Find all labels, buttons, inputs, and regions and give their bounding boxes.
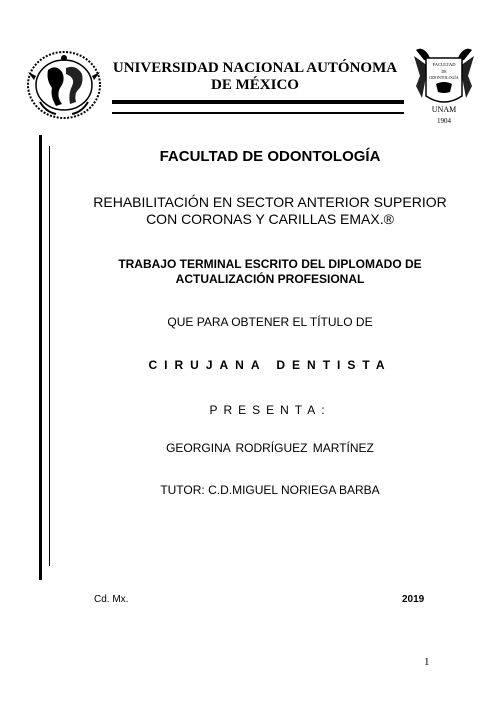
header-thick-rule [112, 100, 404, 104]
seal-text-year: 1904 [437, 117, 451, 125]
faculty-seal-icon [412, 46, 476, 128]
city: Cd. Mx. [94, 594, 129, 605]
author-name: GEORGINA RODRÍGUEZ MARTÍNEZ [166, 441, 374, 455]
page-number: 1 [424, 656, 430, 668]
unam-coat-of-arms-logo [26, 50, 102, 120]
unam-crest-icon [26, 50, 102, 120]
header-thin-rule [112, 112, 404, 114]
work-type: TRABAJO TERMINAL ESCRITO DEL DIPLOMADO DE ACTUALIZACIÓN PROFESIONAL [118, 257, 422, 286]
seal-text-facultad: FACULTAD [432, 62, 456, 67]
year: 2019 [402, 594, 425, 605]
left-vertical-thin-bar [49, 146, 50, 566]
university-name: UNIVERSIDAD NACIONAL AUTÓNOMA DE MÉXICO [112, 60, 398, 93]
thesis-topic: REHABILITACIÓN EN SECTOR ANTERIOR SUPERIOR CON CORONAS Y CARILLAS EMAX.® [93, 194, 447, 227]
presents-line: PRESENTA: [209, 403, 331, 417]
left-vertical-thick-bar [39, 135, 42, 580]
faculty-title: FACULTAD DE ODONTOLOGÍA [159, 148, 381, 165]
seal-text-odontologia: ODONTOLOGÍA [429, 75, 459, 80]
seal-text-unam: UNAM [431, 105, 457, 114]
purpose-line: QUE PARA OBTENER EL TÍTULO DE [167, 315, 373, 329]
tutor-line: TUTOR: C.D.MIGUEL NORIEGA BARBA [160, 483, 380, 497]
odontologia-seal-logo [412, 46, 476, 128]
seal-text-de: DE [441, 69, 447, 74]
degree-title: CIRUJANA DENTISTA [148, 358, 392, 372]
